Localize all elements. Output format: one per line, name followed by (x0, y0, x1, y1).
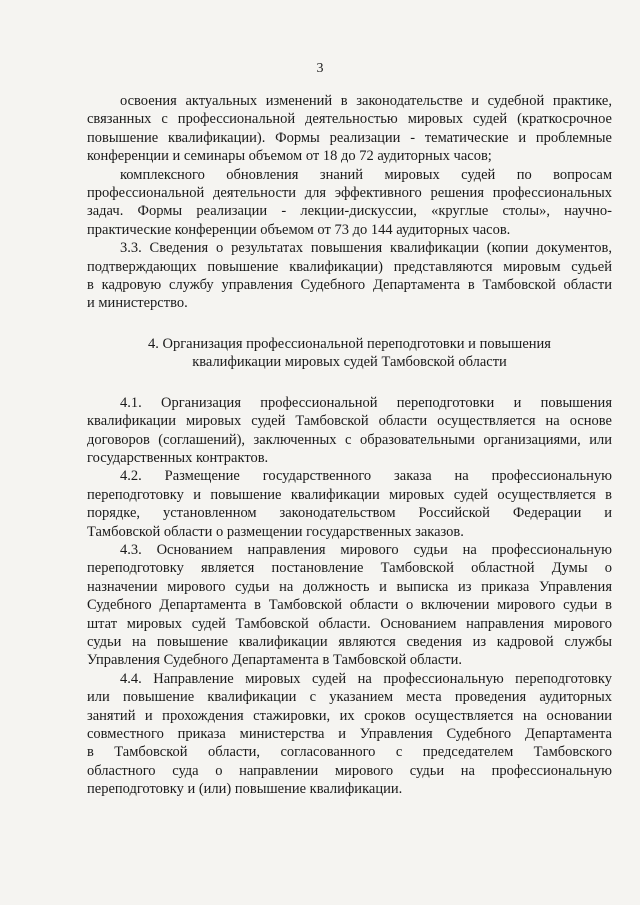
paragraph-first-line: 4.3. Основанием направления мирового судьи на профессиональную (120, 541, 612, 558)
paragraph-line: переподготовку является постановление Тамбовской областной Думы о (87, 560, 612, 577)
paragraph-line: областного суда о направлении мирового судьи на профессиональную (87, 762, 612, 779)
paragraph-line: и министерство. (87, 295, 188, 312)
paragraph-line: судьи на повышение квалификации являются сведения из кадровой службы (87, 633, 612, 650)
paragraph-line: занятий и прохождения стажировки, их сроков осуществляется на основании (87, 707, 612, 724)
paragraph-first-line: 3.3. Сведения о результатах повышения квалификации (копии документов, (120, 240, 612, 257)
paragraph-line: Управления Судебного Департамента в Тамбовской области. (87, 652, 462, 669)
paragraph-line: Судебного Департамента в Тамбовской области о включении мирового судьи в (87, 597, 612, 614)
paragraph-line: порядке, установленном законодательством Российской Федерации и (87, 505, 612, 522)
paragraph-first-line: 4.2. Размещение государственного заказа на профессиональную (120, 468, 612, 485)
section-heading-line: квалификации мировых судей Тамбовской области (192, 354, 507, 371)
paragraph-line: совместного приказа министерства и Управления Судебного Департамента (87, 726, 612, 742)
paragraph-line: подтверждающих повышение квалификации) представляются мировым судьей (87, 258, 612, 275)
paragraph-line: государственных контрактов. (87, 449, 269, 466)
paragraph-line: задач. Формы реализации - лекции-дискуссии, «круглые столы», научно- (87, 203, 612, 220)
paragraph-first-line: 4.4. Направление мировых судей на профессиональную переподготовку (120, 670, 612, 687)
document-body (87, 92, 612, 799)
paragraph-gap (87, 372, 612, 394)
paragraph-first-line: комплексного обновления знаний мировых судей по вопросам (120, 166, 612, 183)
paragraph-line: штат мировых судей Тамбовской области. Основанием направления мирового (87, 615, 612, 632)
paragraph-line: квалификации мировых судей Тамбовской области осуществляется на основе (87, 413, 612, 430)
paragraph-line: практические конференции объемом от 73 до 144 аудиторных часов. (87, 221, 511, 238)
paragraph-line: в Тамбовской области, согласованного с председателем Тамбовского (87, 744, 612, 761)
paragraph-line: в кадровую службу управления Судебного Департамента в Тамбовской области (87, 277, 612, 294)
paragraph-first-line: 4.1. Организация профессиональной переподготовки и повышения (120, 394, 612, 411)
paragraph-line: Тамбовской области о размещении государственных заказов. (87, 523, 464, 540)
paragraph-line: назначении мирового судьи на должность и выписка из приказа Управления (87, 578, 612, 595)
paragraph-first-line: освоения актуальных изменений в законодательстве и судебной практике, (120, 93, 612, 109)
paragraph-line: связанных с профессиональной деятельностью мировых судей (краткосрочное (87, 111, 612, 128)
paragraph-line: повышение квалификации). Формы реализации - тематические и проблемные (87, 129, 612, 146)
paragraph-line: конференции и семинары объемом от 18 до 72 аудиторных часов; (87, 148, 492, 165)
paragraph-gap (87, 313, 612, 335)
paragraph-line: переподготовку и (или) повышение квалификации. (87, 781, 403, 798)
paragraph-line: или повышение квалификации с указанием места проведения аудиторных (87, 689, 612, 706)
paragraph-line: переподготовку и повышение квалификации мировых судей осуществляется в (87, 486, 612, 503)
section-heading-line: 4. Организация профессиональной переподготовки и повышения (148, 335, 551, 352)
paragraph-line: договоров (соглашений), заключенных с образовательными организациями, или (87, 431, 612, 448)
page-number: 3 (316, 61, 324, 76)
paragraph-line: профессиональной деятельности для эффективного решения профессиональных (87, 185, 612, 202)
